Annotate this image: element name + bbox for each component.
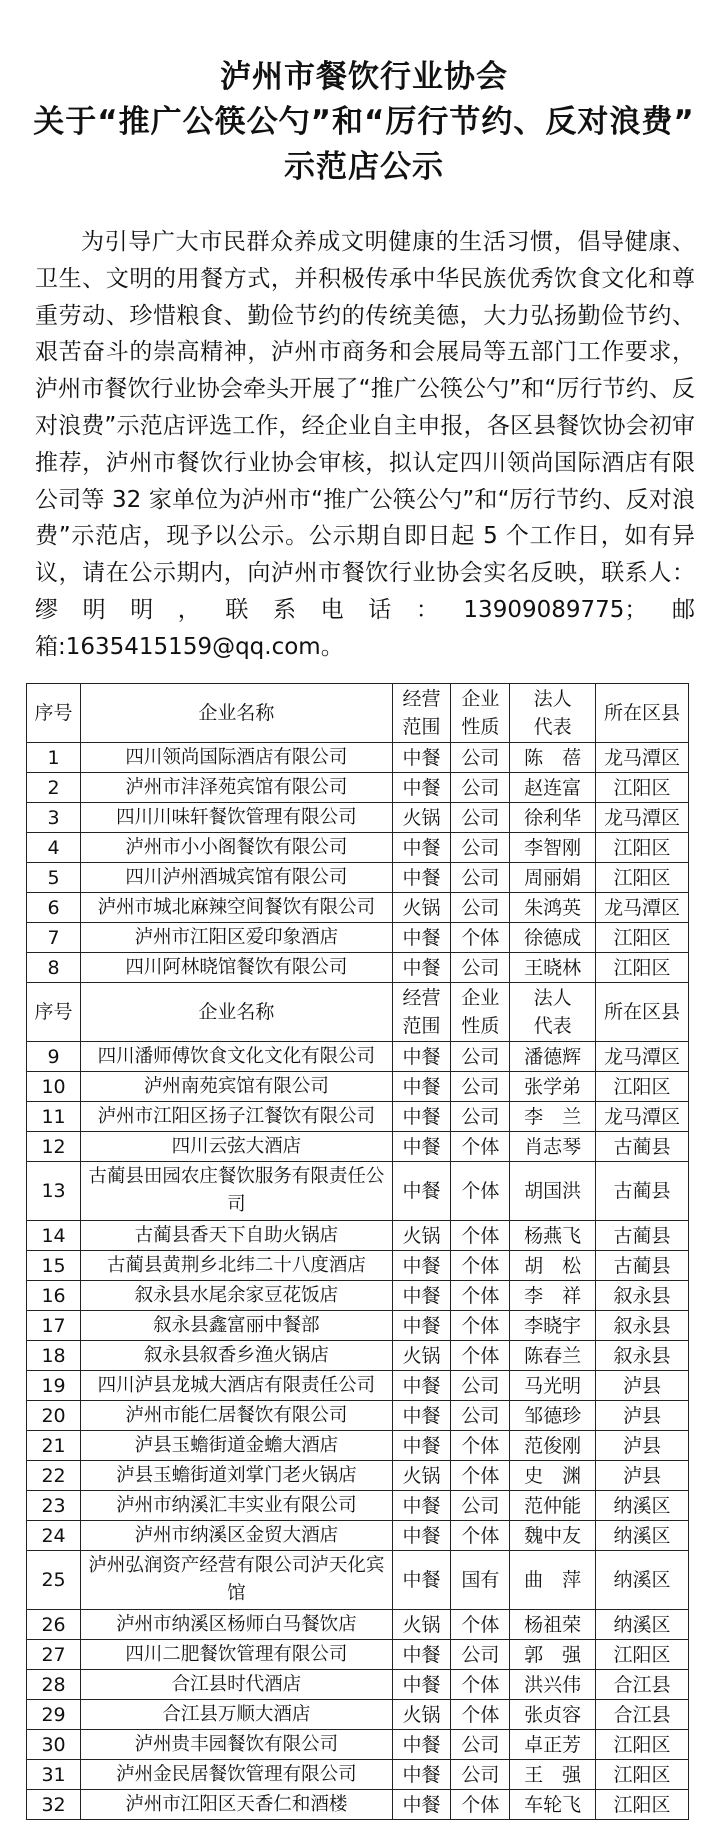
cell-district: 古蔺县	[596, 1251, 689, 1281]
cell-name: 古蔺县黄荆乡北纬二十八度酒店	[81, 1251, 393, 1281]
cell-scope: 中餐	[392, 1072, 451, 1102]
cell-nature: 个体	[451, 1700, 510, 1730]
cell-scope: 中餐	[392, 1371, 451, 1401]
title-line-1: 泸州市餐饮行业协会	[220, 59, 508, 95]
table-row	[27, 1670, 689, 1700]
cell-name: 泸州市小小阁餐饮有限公司	[81, 833, 393, 863]
cell-district: 江阳区	[596, 833, 689, 863]
cell-rep: 李 祥	[510, 1281, 596, 1311]
cell-no: 27	[27, 1640, 81, 1670]
table-row	[27, 893, 689, 923]
cell-nature: 个体	[451, 1311, 510, 1341]
cell-no: 26	[27, 1610, 81, 1640]
header-district-text: 所在区县	[604, 702, 681, 724]
cell-name: 四川领尚国际酒店有限公司	[81, 743, 393, 773]
table-row	[27, 1610, 689, 1640]
cell-nature: 个体	[451, 1251, 510, 1281]
header-nature-text: 企业	[461, 987, 500, 1009]
cell-district: 江阳区	[596, 1072, 689, 1102]
cell-rep: 郭 强	[510, 1640, 596, 1670]
cell-name: 泸县玉蟾街道金蟾大酒店	[81, 1431, 393, 1461]
cell-rep: 杨祖荣	[510, 1610, 596, 1640]
header-nature-text: 性质	[461, 1015, 500, 1037]
cell-nature: 个体	[451, 1341, 510, 1371]
cell-name: 泸州南苑宾馆有限公司	[81, 1072, 393, 1102]
table-row	[27, 833, 689, 863]
cell-name: 四川潘师傅饮食文化文化有限公司	[81, 1042, 393, 1072]
cell-district: 纳溪区	[596, 1491, 689, 1521]
table-row	[27, 1281, 689, 1311]
cell-name: 合江县时代酒店	[81, 1670, 393, 1700]
table-row	[27, 1371, 689, 1401]
header-scope-text: 经营	[402, 987, 441, 1009]
cell-district: 江阳区	[596, 1640, 689, 1670]
cell-district: 江阳区	[596, 953, 689, 983]
cell-no: 3	[27, 803, 81, 833]
cell-no: 2	[27, 773, 81, 803]
notice-title	[0, 55, 728, 190]
table-row	[27, 1042, 689, 1072]
header-nature-text: 性质	[461, 716, 500, 738]
table-header-row	[27, 983, 689, 1042]
cell-rep: 张学弟	[510, 1072, 596, 1102]
table-row	[27, 1102, 689, 1132]
cell-scope: 中餐	[392, 1760, 451, 1790]
cell-rep: 车轮飞	[510, 1790, 596, 1820]
cell-nature: 公司	[451, 1491, 510, 1521]
cell-nature: 公司	[451, 1730, 510, 1760]
header-rep-text: 法人	[533, 987, 572, 1009]
header-rep-text: 法人	[533, 688, 572, 710]
table-row	[27, 1311, 689, 1341]
cell-scope: 中餐	[392, 1431, 451, 1461]
cell-scope: 中餐	[392, 953, 451, 983]
cell-scope: 中餐	[392, 1790, 451, 1820]
cell-rep: 王晓林	[510, 953, 596, 983]
table-row	[27, 1461, 689, 1491]
cell-nature: 个体	[451, 1132, 510, 1162]
cell-name: 四川二肥餐饮管理有限公司	[81, 1640, 393, 1670]
header-no	[27, 684, 81, 743]
cell-district: 泸县	[596, 1371, 689, 1401]
table-row	[27, 743, 689, 773]
cell-district: 泸县	[596, 1461, 689, 1491]
table-row	[27, 1790, 689, 1820]
cell-scope: 中餐	[392, 743, 451, 773]
cell-scope: 火锅	[392, 1461, 451, 1491]
cell-rep: 范俊刚	[510, 1431, 596, 1461]
cell-rep: 卓正芳	[510, 1730, 596, 1760]
cell-nature: 个体	[451, 1521, 510, 1551]
table-row	[27, 803, 689, 833]
cell-scope: 中餐	[392, 1311, 451, 1341]
cell-district: 江阳区	[596, 1760, 689, 1790]
table-row	[27, 1251, 689, 1281]
cell-rep: 周丽娟	[510, 863, 596, 893]
cell-rep: 洪兴伟	[510, 1670, 596, 1700]
cell-name: 泸州市纳溪区金贸大酒店	[81, 1521, 393, 1551]
cell-rep: 杨燕飞	[510, 1221, 596, 1251]
cell-rep: 王 强	[510, 1760, 596, 1790]
cell-nature: 个体	[451, 1431, 510, 1461]
cell-scope: 中餐	[392, 833, 451, 863]
table-row	[27, 1162, 689, 1221]
cell-name: 泸州市纳溪汇丰实业有限公司	[81, 1491, 393, 1521]
cell-district: 纳溪区	[596, 1610, 689, 1640]
cell-rep: 李 兰	[510, 1102, 596, 1132]
cell-nature: 个体	[451, 1221, 510, 1251]
cell-district: 古蔺县	[596, 1221, 689, 1251]
cell-rep: 李智刚	[510, 833, 596, 863]
header-nature-text: 企业	[461, 688, 500, 710]
cell-no: 9	[27, 1042, 81, 1072]
cell-name: 泸州贵丰园餐饮有限公司	[81, 1730, 393, 1760]
cell-no: 17	[27, 1311, 81, 1341]
cell-rep: 胡国洪	[510, 1162, 596, 1221]
header-name-text: 企业名称	[198, 1001, 275, 1023]
cell-rep: 史 渊	[510, 1461, 596, 1491]
cell-scope: 中餐	[392, 1102, 451, 1132]
cell-name: 泸州市纳溪区杨师白马餐饮店	[81, 1610, 393, 1640]
header-no-text: 序号	[34, 1001, 73, 1023]
cell-rep: 胡 松	[510, 1251, 596, 1281]
table-row	[27, 1491, 689, 1521]
cell-nature: 公司	[451, 803, 510, 833]
cell-rep: 徐利华	[510, 803, 596, 833]
cell-no: 32	[27, 1790, 81, 1820]
cell-scope: 火锅	[392, 803, 451, 833]
header-no	[27, 983, 81, 1042]
cell-nature: 个体	[451, 1790, 510, 1820]
cell-district: 古蔺县	[596, 1132, 689, 1162]
demo-store-table	[26, 683, 689, 1820]
cell-scope: 火锅	[392, 1221, 451, 1251]
cell-district: 龙马潭区	[596, 1102, 689, 1132]
cell-name: 古蔺县田园农庄餐饮服务有限责任公司	[81, 1162, 393, 1221]
cell-district: 纳溪区	[596, 1521, 689, 1551]
cell-scope: 中餐	[392, 1521, 451, 1551]
cell-scope: 中餐	[392, 923, 451, 953]
cell-name: 古蔺县香天下自助火锅店	[81, 1221, 393, 1251]
table-row	[27, 1521, 689, 1551]
cell-rep: 赵连富	[510, 773, 596, 803]
cell-no: 25	[27, 1551, 81, 1610]
cell-nature: 公司	[451, 1072, 510, 1102]
cell-scope: 火锅	[392, 1341, 451, 1371]
cell-district: 龙马潭区	[596, 803, 689, 833]
cell-rep: 邹德珍	[510, 1401, 596, 1431]
header-scope-text: 范围	[402, 716, 441, 738]
table-row	[27, 1401, 689, 1431]
cell-scope: 中餐	[392, 773, 451, 803]
header-district	[596, 983, 689, 1042]
cell-no: 13	[27, 1162, 81, 1221]
cell-scope: 中餐	[392, 1670, 451, 1700]
cell-scope: 中餐	[392, 1251, 451, 1281]
cell-scope: 中餐	[392, 1730, 451, 1760]
cell-name: 泸州市江阳区天香仁和酒楼	[81, 1790, 393, 1820]
cell-nature: 公司	[451, 1102, 510, 1132]
header-nature	[451, 983, 510, 1042]
header-name	[81, 983, 393, 1042]
cell-district: 江阳区	[596, 1790, 689, 1820]
cell-district: 江阳区	[596, 773, 689, 803]
title-line-3: 示范店公示	[284, 149, 444, 185]
cell-name: 泸州金民居餐饮管理有限公司	[81, 1760, 393, 1790]
cell-name: 四川泸县龙城大酒店有限责任公司	[81, 1371, 393, 1401]
cell-nature: 公司	[451, 1042, 510, 1072]
cell-rep: 潘德辉	[510, 1042, 596, 1072]
cell-name: 叙永县叙香乡渔火锅店	[81, 1341, 393, 1371]
cell-scope: 火锅	[392, 893, 451, 923]
header-scope	[392, 983, 451, 1042]
cell-nature: 个体	[451, 1162, 510, 1221]
cell-name: 叙永县水尾余家豆花饭店	[81, 1281, 393, 1311]
cell-district: 龙马潭区	[596, 743, 689, 773]
table-row	[27, 923, 689, 953]
cell-no: 19	[27, 1371, 81, 1401]
header-rep	[510, 983, 596, 1042]
cell-no: 24	[27, 1521, 81, 1551]
cell-district: 龙马潭区	[596, 1042, 689, 1072]
cell-no: 10	[27, 1072, 81, 1102]
table-row	[27, 1132, 689, 1162]
cell-no: 15	[27, 1251, 81, 1281]
cell-no: 31	[27, 1760, 81, 1790]
cell-no: 16	[27, 1281, 81, 1311]
cell-scope: 中餐	[392, 1042, 451, 1072]
cell-district: 泸县	[596, 1431, 689, 1461]
table-row	[27, 773, 689, 803]
cell-rep: 徐德成	[510, 923, 596, 953]
table-row	[27, 1341, 689, 1371]
cell-name: 泸州市能仁居餐饮有限公司	[81, 1401, 393, 1431]
cell-scope: 中餐	[392, 1401, 451, 1431]
cell-scope: 中餐	[392, 1162, 451, 1221]
cell-scope: 中餐	[392, 1281, 451, 1311]
cell-no: 11	[27, 1102, 81, 1132]
table-row	[27, 1072, 689, 1102]
header-rep-text: 代表	[533, 716, 572, 738]
cell-district: 泸县	[596, 1401, 689, 1431]
cell-rep: 陈 蓓	[510, 743, 596, 773]
cell-rep: 朱鸿英	[510, 893, 596, 923]
header-nature	[451, 684, 510, 743]
cell-district: 叙永县	[596, 1341, 689, 1371]
header-rep-text: 代表	[533, 1015, 572, 1037]
cell-no: 5	[27, 863, 81, 893]
table-row	[27, 1640, 689, 1670]
cell-nature: 公司	[451, 773, 510, 803]
cell-nature: 公司	[451, 1640, 510, 1670]
intro-paragraph-container	[35, 224, 695, 666]
cell-rep: 张贞容	[510, 1700, 596, 1730]
cell-name: 四川川味轩餐饮管理有限公司	[81, 803, 393, 833]
cell-name: 泸州市江阳区扬子江餐饮有限公司	[81, 1102, 393, 1132]
cell-district: 合江县	[596, 1700, 689, 1730]
header-scope-text: 范围	[402, 1015, 441, 1037]
cell-scope: 中餐	[392, 1491, 451, 1521]
title-line-2: 关于“推广公筷公勺”和“厉行节约、反对浪费”	[33, 104, 695, 140]
cell-scope: 中餐	[392, 1551, 451, 1610]
cell-district: 江阳区	[596, 863, 689, 893]
cell-rep: 陈春兰	[510, 1341, 596, 1371]
table-row	[27, 1730, 689, 1760]
cell-district: 叙永县	[596, 1311, 689, 1341]
cell-name: 四川阿林晓馆餐饮有限公司	[81, 953, 393, 983]
cell-name: 叙永县鑫富丽中餐部	[81, 1311, 393, 1341]
header-no-text: 序号	[34, 702, 73, 724]
cell-no: 6	[27, 893, 81, 923]
cell-district: 叙永县	[596, 1281, 689, 1311]
cell-no: 1	[27, 743, 81, 773]
header-name-text: 企业名称	[198, 702, 275, 724]
cell-nature: 公司	[451, 1760, 510, 1790]
table-row	[27, 1221, 689, 1251]
cell-name: 泸州市城北麻辣空间餐饮有限公司	[81, 893, 393, 923]
cell-district: 古蔺县	[596, 1162, 689, 1221]
cell-no: 18	[27, 1341, 81, 1371]
cell-scope: 火锅	[392, 1610, 451, 1640]
cell-nature: 个体	[451, 1670, 510, 1700]
cell-district: 江阳区	[596, 1730, 689, 1760]
cell-nature: 公司	[451, 893, 510, 923]
cell-name: 泸州市沣泽苑宾馆有限公司	[81, 773, 393, 803]
cell-no: 12	[27, 1132, 81, 1162]
cell-name: 泸州弘润资产经营有限公司泸天化宾馆	[81, 1551, 393, 1610]
cell-scope: 火锅	[392, 1700, 451, 1730]
cell-name: 四川泸州酒城宾馆有限公司	[81, 863, 393, 893]
cell-rep: 肖志琴	[510, 1132, 596, 1162]
cell-nature: 公司	[451, 1401, 510, 1431]
cell-no: 30	[27, 1730, 81, 1760]
table-row	[27, 1431, 689, 1461]
cell-rep: 范仲能	[510, 1491, 596, 1521]
cell-nature: 国有	[451, 1551, 510, 1610]
cell-name: 四川云弦大酒店	[81, 1132, 393, 1162]
cell-no: 4	[27, 833, 81, 863]
cell-district: 合江县	[596, 1670, 689, 1700]
table-row	[27, 1551, 689, 1610]
table-row	[27, 863, 689, 893]
table-header-row	[27, 684, 689, 743]
cell-name: 合江县万顺大酒店	[81, 1700, 393, 1730]
cell-district: 纳溪区	[596, 1551, 689, 1610]
table-row	[27, 1700, 689, 1730]
cell-district: 龙马潭区	[596, 893, 689, 923]
cell-nature: 个体	[451, 1461, 510, 1491]
cell-no: 20	[27, 1401, 81, 1431]
intro-paragraph: 为引导广大市民群众养成文明健康的生活习惯，倡导健康、卫生、文明的用餐方式，并积极传承中华民族优秀饮食文化和尊重劳动、珍惜粮食、勤俭节约的传统美德，大力弘扬勤俭节约、艰苦奋斗的崇高精神，泸州市商务和会展局等五部门工作要求，泸州市餐饮行业协会牵头开展了“推广公筷公勺”和“厉行节约、反对浪费”示范店评选工作，经企业自主申报，各区县餐饮协会初审推荐，泸州市餐饮行业协会审核，拟认定四川领尚国际酒店有限公司等 32 家单位为泸州市“推广公筷公勺”和“厉行节约、反对浪费”示范店，现予以公示。公示期自即日起 5 个工作日，如有异议，请在公示期内，向泸州市餐饮行业协会实名反映，联系人：缪明明，联系电话：13909089775；邮箱:1635415159@qq.com。	[35, 229, 695, 660]
header-scope	[392, 684, 451, 743]
cell-name: 泸县玉蟾街道刘掌门老火锅店	[81, 1461, 393, 1491]
cell-no: 8	[27, 953, 81, 983]
cell-scope: 中餐	[392, 1640, 451, 1670]
cell-name: 泸州市江阳区爱印象酒店	[81, 923, 393, 953]
cell-no: 22	[27, 1461, 81, 1491]
table-row	[27, 1760, 689, 1790]
cell-nature: 公司	[451, 1371, 510, 1401]
cell-no: 28	[27, 1670, 81, 1700]
cell-nature: 公司	[451, 743, 510, 773]
header-district-text: 所在区县	[604, 1001, 681, 1023]
cell-nature: 公司	[451, 833, 510, 863]
header-rep	[510, 684, 596, 743]
cell-nature: 个体	[451, 1610, 510, 1640]
header-scope-text: 经营	[402, 688, 441, 710]
cell-no: 29	[27, 1700, 81, 1730]
cell-rep: 曲 萍	[510, 1551, 596, 1610]
table-row	[27, 953, 689, 983]
cell-nature: 个体	[451, 923, 510, 953]
cell-nature: 公司	[451, 863, 510, 893]
cell-rep: 魏中友	[510, 1521, 596, 1551]
cell-no: 21	[27, 1431, 81, 1461]
cell-no: 7	[27, 923, 81, 953]
cell-rep: 马光明	[510, 1371, 596, 1401]
cell-scope: 中餐	[392, 863, 451, 893]
cell-nature: 公司	[451, 953, 510, 983]
header-name	[81, 684, 393, 743]
cell-scope: 中餐	[392, 1132, 451, 1162]
cell-no: 14	[27, 1221, 81, 1251]
cell-rep: 李晓宇	[510, 1311, 596, 1341]
cell-district: 江阳区	[596, 923, 689, 953]
header-district	[596, 684, 689, 743]
cell-no: 23	[27, 1491, 81, 1521]
cell-nature: 个体	[451, 1281, 510, 1311]
